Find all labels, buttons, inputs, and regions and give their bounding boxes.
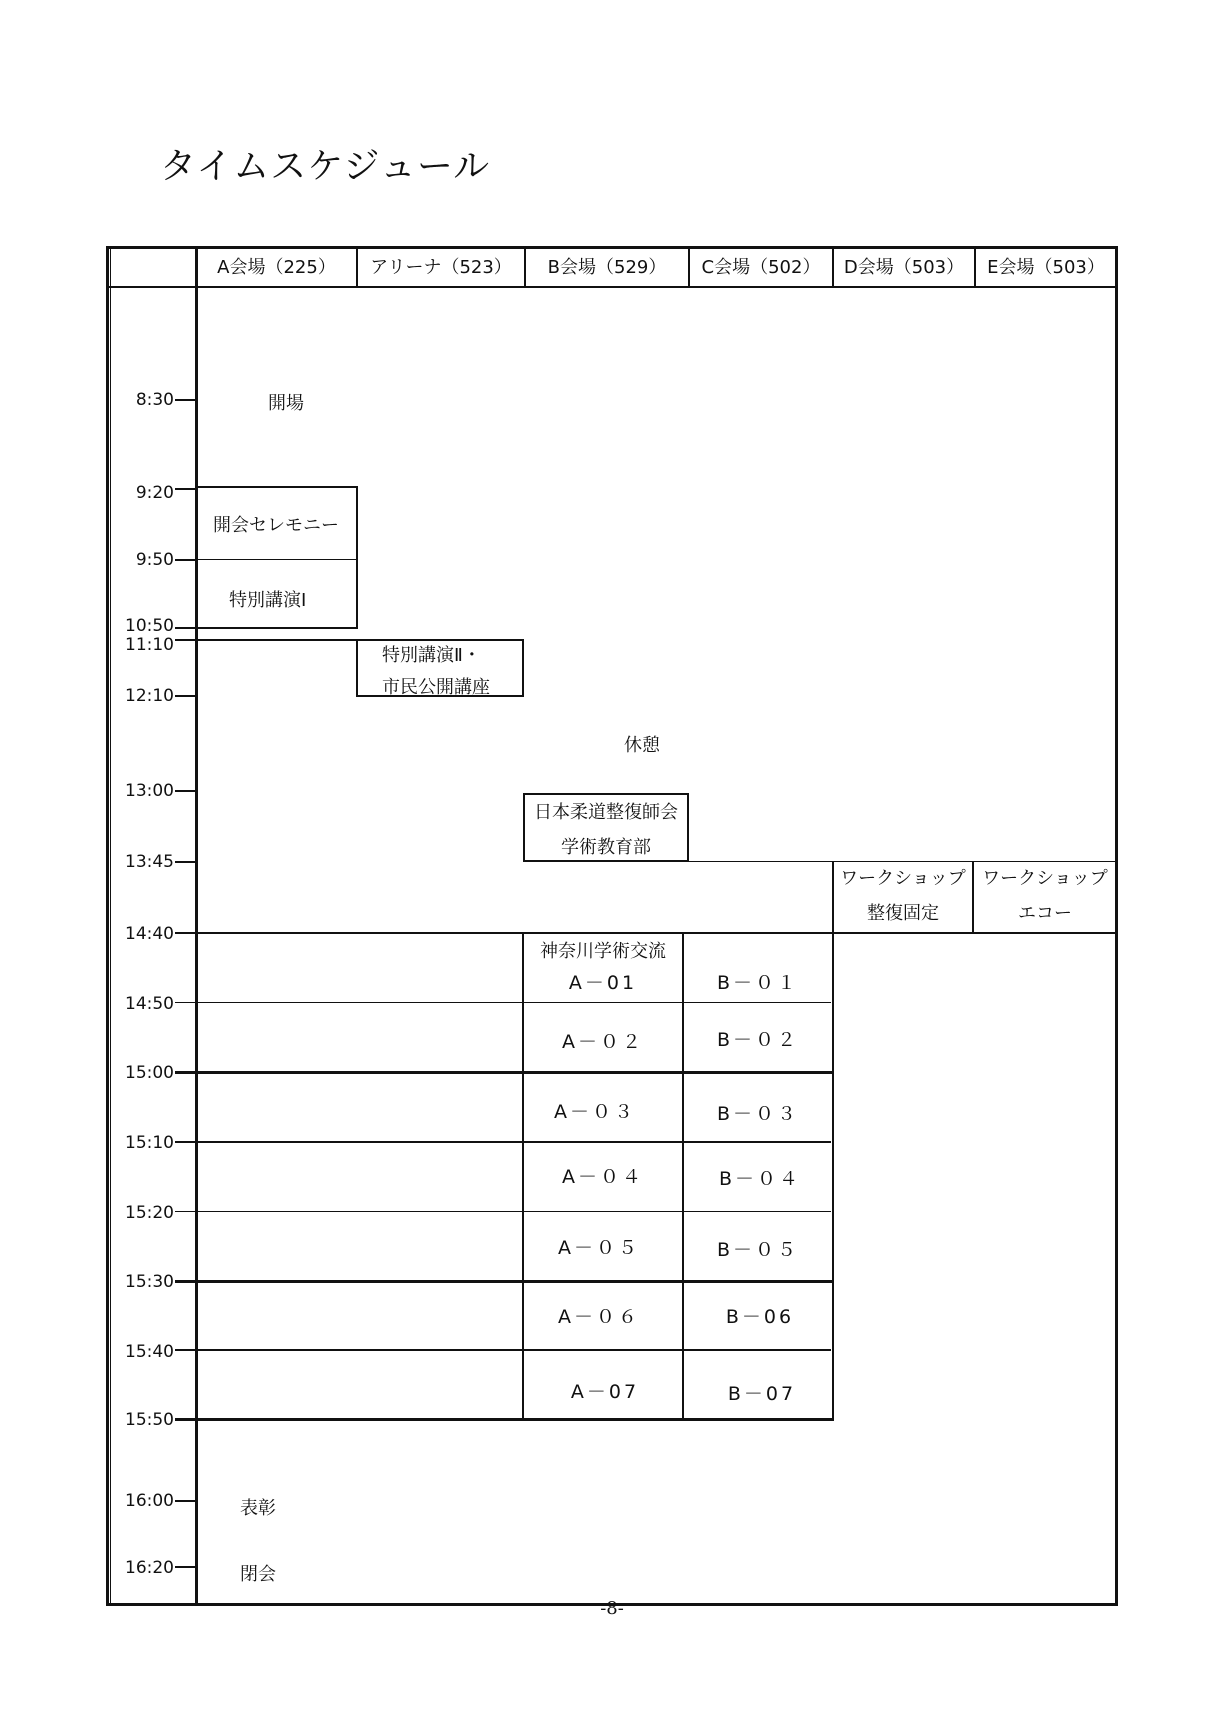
- header-divider: [106, 286, 1118, 288]
- session-b-01: B－０１: [716, 972, 800, 994]
- time-tick: [175, 861, 195, 863]
- venue-header-d: D会場（503）: [843, 257, 965, 278]
- time-label: 15:10: [125, 1133, 174, 1153]
- session-b-06: B－06: [725, 1306, 795, 1328]
- time-label: 16:00: [125, 1491, 174, 1511]
- time-label: 15:50: [125, 1410, 174, 1430]
- session-a-07: A－07: [570, 1381, 640, 1403]
- time-label: 15:00: [125, 1063, 174, 1083]
- time-label: 14:50: [125, 994, 174, 1014]
- session-a-05: A－０５: [558, 1237, 640, 1259]
- time-tick: [175, 488, 195, 490]
- lecture1-bottom: [195, 627, 358, 629]
- event-lecture1: 特別講演Ⅰ: [229, 590, 307, 611]
- session-b-03: B－０３: [716, 1103, 800, 1125]
- time-tick: [175, 790, 195, 792]
- time-tick: [175, 1500, 195, 1502]
- event-lecture2-line1: 特別講演Ⅱ・: [382, 645, 481, 666]
- time-tick: [175, 639, 195, 641]
- event-lecture2-line2: 市民公開講座: [382, 677, 490, 698]
- time-label: 9:50: [135, 550, 174, 570]
- session-a-01: A－01: [568, 972, 638, 994]
- time-label: 10:50: [125, 616, 174, 636]
- time-tick: [175, 1566, 195, 1568]
- session-a-02: A－０２: [562, 1031, 644, 1053]
- time-label: 9:20: [135, 483, 174, 503]
- event-break: 休憩: [624, 735, 660, 756]
- session-b-04: B－０４: [718, 1168, 802, 1190]
- session-b-07: B－07: [727, 1383, 797, 1405]
- session-a-06: A－０６: [558, 1306, 640, 1328]
- event-award: 表彰: [240, 1498, 276, 1519]
- event-kanagawa: 神奈川学術交流: [540, 941, 666, 962]
- grid-vline-c: [682, 932, 684, 1420]
- venue-header-arena: アリーナ（523）: [370, 257, 512, 278]
- event-jjta-line1: 日本柔道整復師会: [534, 802, 678, 823]
- row-line-1530: [175, 1280, 834, 1283]
- event-ws2-line1: ワークショップ: [982, 868, 1108, 889]
- venue-header-b: B会場（529）: [547, 257, 667, 278]
- time-label: 11:10: [125, 635, 174, 655]
- venue-header-a: A会場（225）: [217, 257, 336, 278]
- time-tick: [175, 559, 195, 561]
- row-line-1520: [175, 1211, 831, 1212]
- session-b-02: B－０２: [716, 1029, 800, 1051]
- event-jjta-line2: 学術教育部: [561, 837, 651, 858]
- row-line-1510: [175, 1141, 831, 1143]
- row-line-1540: [175, 1349, 831, 1351]
- time-label: 15:40: [125, 1342, 174, 1362]
- row-line-1550: [175, 1418, 834, 1421]
- line-1345: [688, 861, 1118, 862]
- session-a-04: A－０４: [562, 1166, 644, 1188]
- time-tick: [175, 695, 195, 697]
- event-ws1-line1: ワークショップ: [840, 868, 966, 889]
- time-label: 13:00: [125, 781, 174, 801]
- time-label: 13:45: [125, 852, 174, 872]
- ceremony-divider: [195, 559, 356, 560]
- venue-header-e: E会場（503）: [987, 257, 1105, 278]
- time-tick: [175, 399, 195, 401]
- page-number: -8-: [600, 1598, 624, 1619]
- time-column-divider: [195, 246, 198, 1606]
- event-ws2-line2: エコー: [1018, 903, 1072, 924]
- venue-header-c: C会場（502）: [701, 257, 821, 278]
- event-ws1-line2: 整復固定: [867, 903, 939, 924]
- time-label: 12:10: [125, 686, 174, 706]
- session-a-03: A－０３: [554, 1101, 636, 1123]
- row-line-1450: [175, 1002, 831, 1003]
- time-label: 15:20: [125, 1203, 174, 1223]
- page-title: タイムスケジュール: [160, 146, 491, 187]
- event-ceremony: 開会セレモニー: [213, 515, 339, 536]
- time-label: 14:40: [125, 924, 174, 944]
- row-line-1500: [175, 1071, 834, 1074]
- frame-inner-left: [110, 246, 111, 1606]
- session-b-05: B－０５: [716, 1239, 800, 1261]
- time-label: 15:30: [125, 1272, 174, 1292]
- time-tick: [175, 627, 195, 629]
- grid-vline-d: [832, 861, 834, 1420]
- event-closing: 閉会: [240, 1564, 276, 1585]
- event-opening-doors: 開場: [268, 393, 304, 414]
- time-label: 16:20: [125, 1558, 174, 1578]
- row-line-1440: [175, 932, 1118, 934]
- time-label: 8:30: [135, 390, 174, 410]
